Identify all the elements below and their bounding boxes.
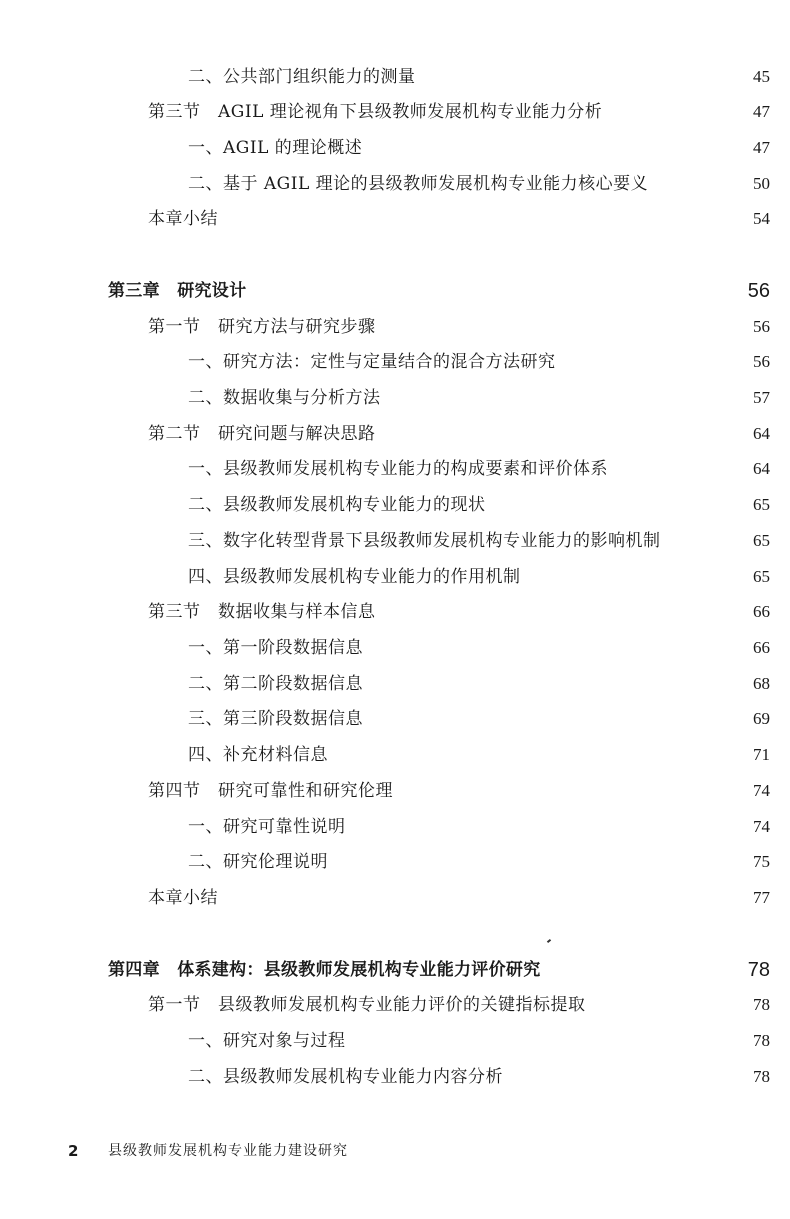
toc-entry-page-number: 65 [753,531,770,550]
toc-entry-page-number: 78 [753,1031,770,1050]
toc-entry-title: 第三章 研究设计 [108,281,247,301]
toc-entry-page-number: 45 [753,67,770,86]
toc-entry-title: 二、数据收集与分析方法 [188,388,381,408]
toc-entry-section [0,97,790,127]
toc-entry-page-number: 56 [753,352,770,371]
toc-entry-title: 二、第二阶段数据信息 [188,674,363,694]
toc-entry-page-number: 47 [753,138,770,157]
toc-entry-title: 本章小结 [148,209,218,229]
toc-entry-page-number: 78 [753,995,770,1014]
toc-entry-page-number: 56 [753,317,770,336]
toc-entry-sub [0,740,790,770]
toc-entry-chapter [0,955,790,985]
toc-entry-summary [0,883,790,913]
toc-entry-page-number: 50 [753,174,770,193]
page-footer [0,1136,790,1166]
toc-entry-title: 一、第一阶段数据信息 [188,638,363,658]
toc-entry-title: 二、公共部门组织能力的测量 [188,67,416,87]
toc-entry-title: 二、县级教师发展机构专业能力的现状 [188,495,486,515]
toc-entry-title: 第三节 AGIL 理论视角下县级教师发展机构专业能力分析 [148,102,603,122]
toc-entry-sub [0,812,790,842]
toc-entry-page-number: 77 [753,888,770,907]
toc-entry-page-number: 74 [753,781,770,800]
toc-entry-sub [0,633,790,663]
toc-entry-page-number: 66 [753,602,770,621]
toc-entry-sub [0,490,790,520]
toc-entry-page-number: 47 [753,102,770,121]
toc-entry-sub [0,133,790,163]
toc-entry-sub [0,383,790,413]
toc-entry-page-number: 57 [753,388,770,407]
toc-entry-page-number: 71 [753,745,770,764]
toc-entry-summary [0,204,790,234]
toc-entry-page-number: 64 [753,459,770,478]
toc-entry-section [0,419,790,449]
toc-entry-title: 第四节 研究可靠性和研究伦理 [148,781,393,801]
toc-entry-sub [0,704,790,734]
toc-entry-sub [0,562,790,592]
toc-entry-sub [0,62,790,92]
toc-entry-page-number: 75 [753,852,770,871]
toc-entry-page-number: 69 [753,709,770,728]
toc-entry-title: 一、研究可靠性说明 [188,817,346,837]
toc-entry-title: 二、县级教师发展机构专业能力内容分析 [188,1067,503,1087]
toc-entry-section [0,990,790,1020]
toc-entry-sub [0,169,790,199]
toc-entry-sub [0,526,790,556]
toc-entry-section [0,776,790,806]
toc-entry-page-number: 78 [753,1067,770,1086]
toc-entry-page-number: 64 [753,424,770,443]
stray-mark [547,939,551,943]
toc-entry-sub [0,347,790,377]
toc-entry-sub [0,669,790,699]
toc-entry-page-number: 65 [753,495,770,514]
toc-entry-page-number: 68 [753,674,770,693]
toc-entry-page-number: 56 [747,280,770,302]
toc-entry-title: 第二节 研究问题与解决思路 [148,424,376,444]
toc-entry-title: 三、第三阶段数据信息 [188,709,363,729]
toc-entry-sub [0,1062,790,1092]
toc-entry-chapter [0,276,790,306]
toc-entry-title: 四、补充材料信息 [188,745,328,765]
toc-entry-title: 四、县级教师发展机构专业能力的作用机制 [188,567,521,587]
toc-entry-section [0,312,790,342]
running-title: 县级教师发展机构专业能力建设研究 [108,1143,348,1159]
toc-entry-title: 二、研究伦理说明 [188,852,328,872]
toc-entry-page-number: 54 [753,209,770,228]
toc-entry-title: 一、AGIL 的理论概述 [188,138,363,158]
toc-entry-title: 一、研究方法：定性与定量结合的混合方法研究 [188,352,556,372]
page-number: 2 [68,1142,79,1160]
toc-entry-title: 一、县级教师发展机构专业能力的构成要素和评价体系 [188,459,608,479]
toc-entry-page-number: 74 [753,817,770,836]
toc-entry-page-number: 66 [753,638,770,657]
toc-entry-sub [0,454,790,484]
toc-entry-section [0,597,790,627]
toc-entry-title: 三、数字化转型背景下县级教师发展机构专业能力的影响机制 [188,531,661,551]
toc-entry-title: 二、基于 AGIL 理论的县级教师发展机构专业能力核心要义 [188,174,649,194]
toc-entry-title: 第三节 数据收集与样本信息 [148,602,376,622]
toc-entry-title: 第一节 研究方法与研究步骤 [148,317,376,337]
toc-entry-title: 一、研究对象与过程 [188,1031,346,1051]
toc-entry-page-number: 78 [747,959,770,981]
toc-entry-page-number: 65 [753,567,770,586]
toc-entry-sub [0,1026,790,1056]
toc-entry-title: 第一节 县级教师发展机构专业能力评价的关键指标提取 [148,995,586,1015]
toc-entry-sub [0,847,790,877]
toc-entry-title: 第四章 体系建构：县级教师发展机构专业能力评价研究 [108,960,541,980]
toc-entry-title: 本章小结 [148,888,218,908]
